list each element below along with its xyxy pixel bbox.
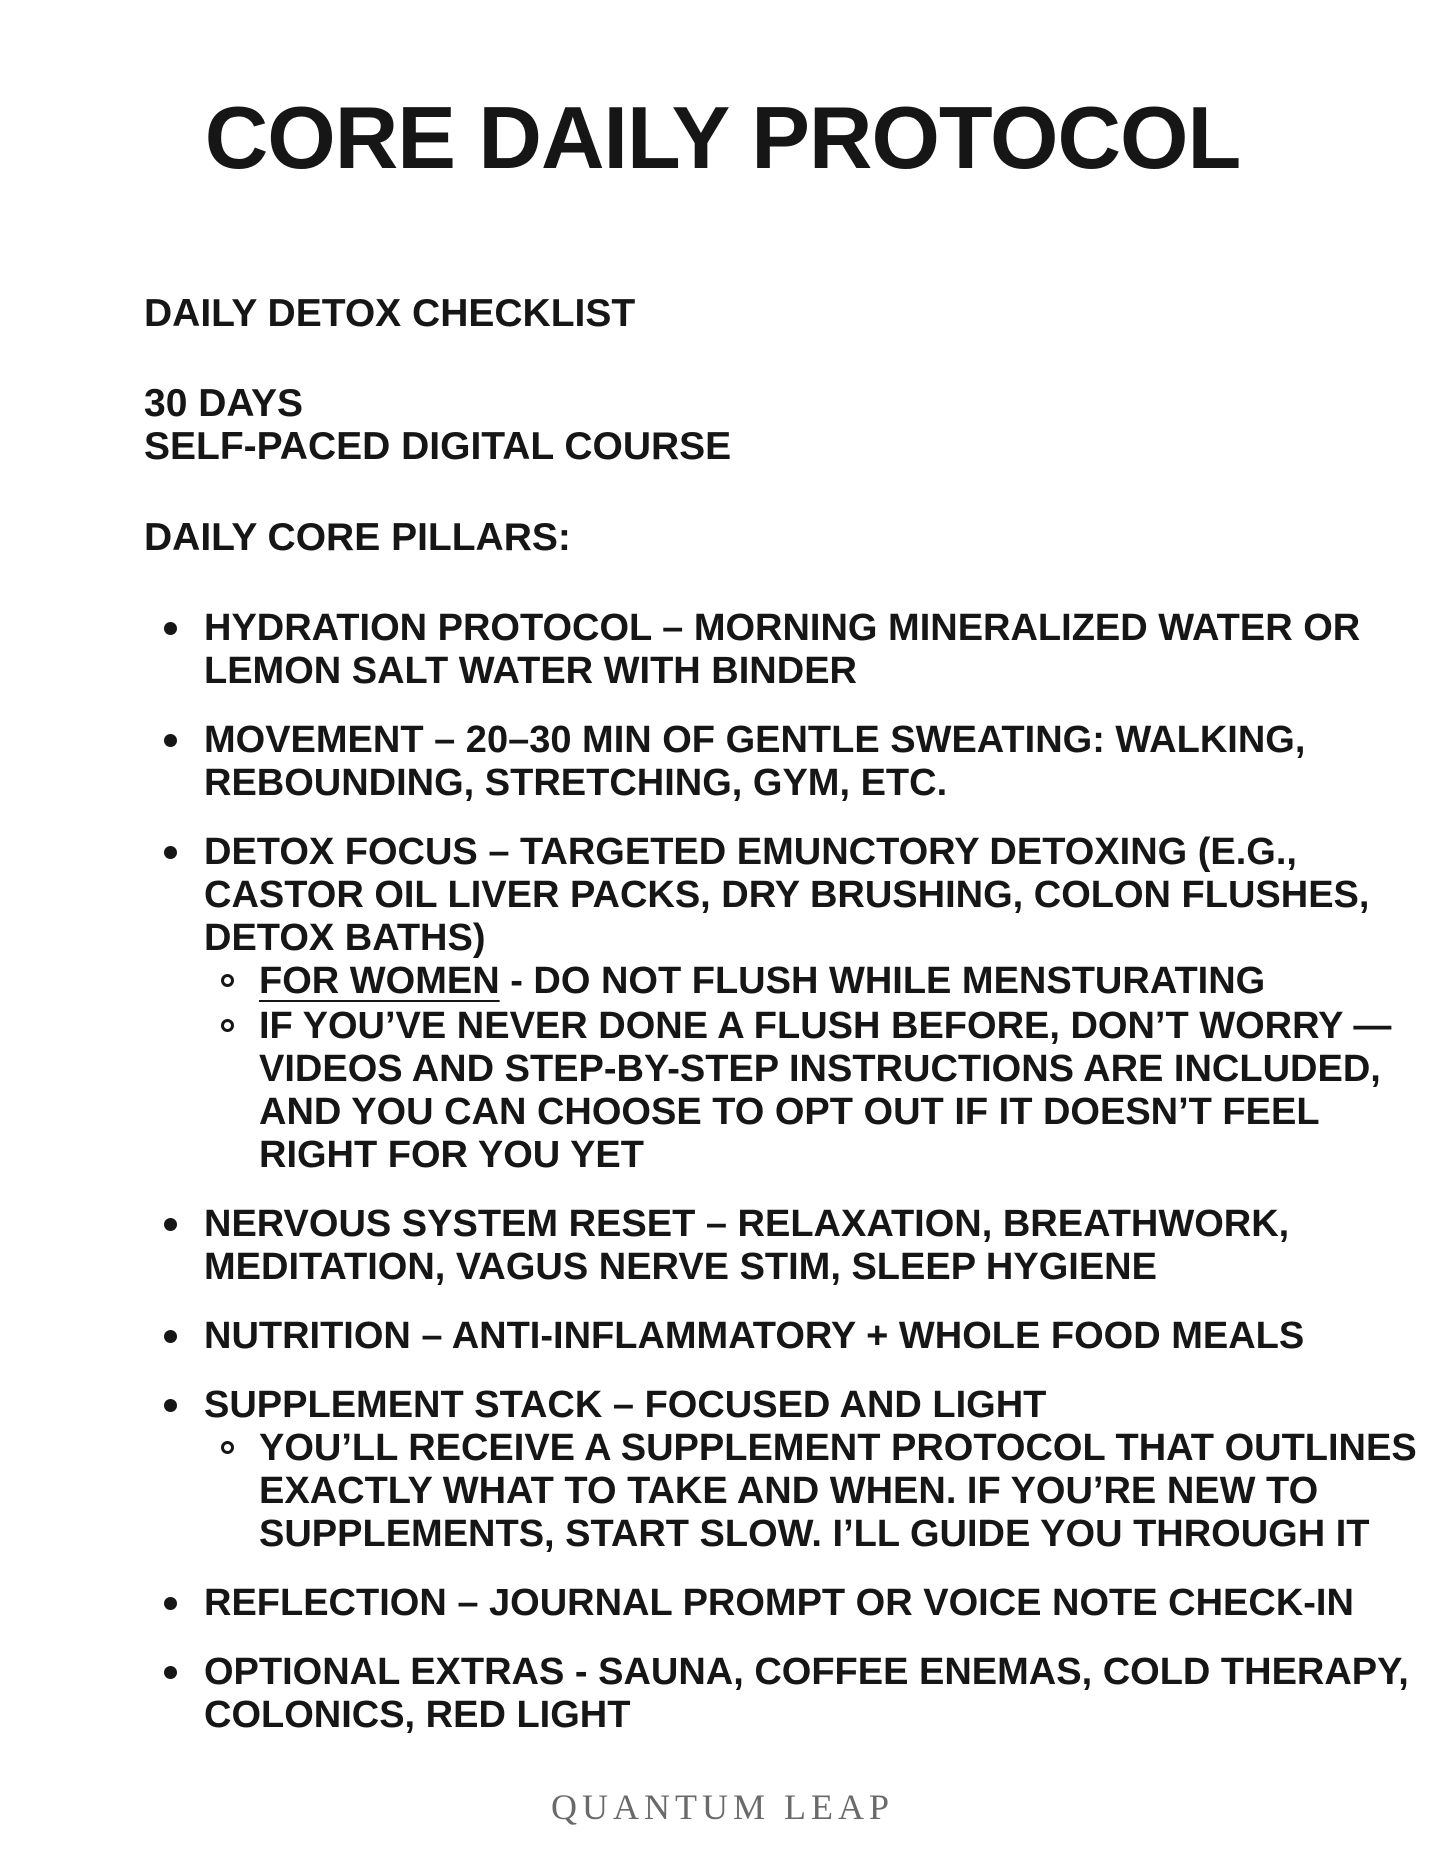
bullet-dot-icon [164, 622, 177, 635]
line-group [259, 960, 1385, 1003]
course-info [144, 382, 1385, 468]
pillar-line: NERVOUS SYSTEM RESET – RELAXATION, BREATHWORK, [204, 1203, 1290, 1245]
sub-line: RIGHT FOR YOU YET [259, 1134, 644, 1176]
sub-item [204, 960, 1385, 1003]
line-group [204, 1582, 1385, 1625]
heading-daily-detox-checklist: DAILY DETOX CHECKLIST [144, 292, 636, 335]
line-group [204, 831, 1385, 960]
line-group [259, 1427, 1417, 1556]
sub-line: AND YOU CAN CHOOSE TO OPT OUT IF IT DOESN’T FEEL [259, 1091, 1320, 1133]
sub-line: VIDEOS AND STEP-BY-STEP INSTRUCTIONS ARE INCLUDED, [259, 1048, 1381, 1090]
pillar-item [144, 1582, 1385, 1625]
sub-line: FOR WOMEN - DO NOT FLUSH WHILE MENSTURATING [259, 960, 1266, 1002]
bullet-dot-icon [164, 1218, 177, 1231]
pillar-line: CASTOR OIL LIVER PACKS, DRY BRUSHING, COLON FLUSHES, [204, 874, 1370, 916]
pillar-item [144, 1315, 1385, 1358]
course-format: SELF-PACED DIGITAL COURSE [144, 425, 732, 468]
pillar-line: REFLECTION – JOURNAL PROMPT OR VOICE NOTE CHECK-IN [204, 1582, 1354, 1624]
sub-line: EXACTLY WHAT TO TAKE AND WHEN. IF YOU’RE NEW TO [259, 1470, 1319, 1512]
bullet-dot-icon [164, 1399, 177, 1412]
bullet-dot-icon [164, 1330, 177, 1343]
pillars-list [144, 607, 1417, 1737]
pillar-item [144, 607, 1385, 693]
page-content [144, 292, 1417, 1737]
bullet-dot-icon [164, 734, 177, 747]
pillar-item [144, 1203, 1385, 1289]
pillar-line: DETOX FOCUS – TARGETED EMUNCTORY DETOXING (E.G., [204, 831, 1297, 873]
sub-line: IF YOU’VE NEVER DONE A FLUSH BEFORE, DON’T WORRY — [259, 1005, 1392, 1047]
line-group [204, 1315, 1385, 1358]
sub-item [204, 1427, 1417, 1556]
bullet-dot-icon [164, 1597, 177, 1610]
pillar-line: NUTRITION – ANTI-INFLAMMATORY + WHOLE FOOD MEALS [204, 1315, 1305, 1357]
pillar-item [144, 831, 1392, 1177]
pillar-line: MEDITATION, VAGUS NERVE STIM, SLEEP HYGIENE [204, 1246, 1157, 1288]
bullet-circle-icon [221, 1441, 234, 1454]
sub-list [204, 1427, 1417, 1556]
pillar-line: COLONICS, RED LIGHT [204, 1694, 631, 1736]
pillar-line: REBOUNDING, STRETCHING, GYM, ETC. [204, 762, 948, 804]
bullet-circle-icon [221, 974, 234, 987]
line-group [259, 1005, 1392, 1177]
sub-line: SUPPLEMENTS, START SLOW. I’LL GUIDE YOU THROUGH IT [259, 1513, 1370, 1555]
line-group [204, 1203, 1385, 1289]
pillar-item [144, 719, 1385, 805]
line-group [204, 1384, 1385, 1427]
line-group [204, 1651, 1409, 1737]
bullet-dot-icon [164, 1666, 177, 1679]
pillar-line: HYDRATION PROTOCOL – MORNING MINERALIZED WATER OR [204, 607, 1361, 649]
line-group [204, 719, 1385, 805]
sub-item [204, 1005, 1392, 1177]
bullet-circle-icon [221, 1019, 234, 1032]
underlined-text: FOR WOMEN [259, 960, 500, 1002]
pillar-line: DETOX BATHS) [204, 917, 486, 959]
pillar-item [144, 1651, 1409, 1737]
page-title: CORE DAILY PROTOCOL [204, 88, 1241, 187]
pillar-line: SUPPLEMENT STACK – FOCUSED AND LIGHT [204, 1384, 1047, 1426]
pillar-line: MOVEMENT – 20–30 MIN OF GENTLE SWEATING: WALKING, [204, 719, 1306, 761]
pillar-item [144, 1384, 1417, 1556]
sub-line: YOU’LL RECEIVE A SUPPLEMENT PROTOCOL THAT OUTLINES [259, 1427, 1417, 1469]
line-group [204, 607, 1385, 693]
pillar-line: OPTIONAL EXTRAS - SAUNA, COFFEE ENEMAS, COLD THERAPY, [204, 1651, 1409, 1693]
heading-daily-core-pillars: DAILY CORE PILLARS: [144, 516, 571, 559]
course-duration: 30 DAYS [144, 382, 303, 425]
pillar-line: LEMON SALT WATER WITH BINDER [204, 650, 857, 692]
sub-list [204, 960, 1392, 1177]
bullet-dot-icon [164, 846, 177, 859]
brand-footer: QUANTUM LEAP [551, 1787, 894, 1827]
